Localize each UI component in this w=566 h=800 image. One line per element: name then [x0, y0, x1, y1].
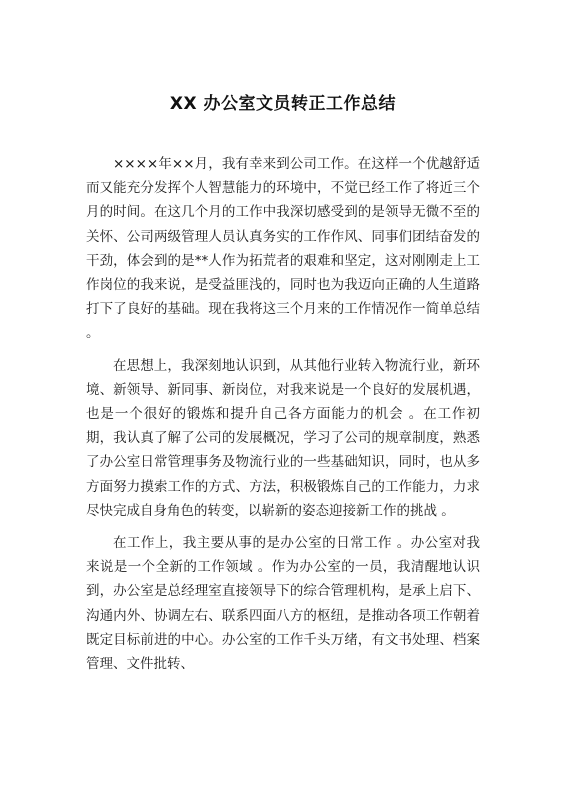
document-body [86, 152, 480, 684]
paragraph-2: 在思想上，我深刻地认识到，从其他行业转入物流行业，新环境、新领导、新同事、新岗位，对我来说是一个良好的发展机遇，也是一个很好的锻炼和提升自己各方面能力的机会 。在工作初期，我认真了解了公司的发展概况，学习了公司的规章制度，熟悉了办公室日常管理事务及物流行业的一些基础知识，同时，也从多方面努力摸索工作的方式、方法，积极锻炼自己的工作能力，力求尽快完成自身角色的转变，以崭新的姿态迎接新工作的挑战 。 [86, 357, 480, 519]
paragraph-1: ××××年××月，我有幸来到公司工作。在这样一个优越舒适而又能充分发挥个人智慧能力的环境中，不觉已经工作了将近三个月的时间。在这几个月的工作中我深切感受到的是领导无微不至的关怀、公司两级管理人员认真务实的工作作风、同事们团结奋发的干劲，体会到的是**人作为拓荒者的艰难和坚定，这对刚刚走上工作岗位的我来说，是受益匪浅的，同时也为我迈向正确的人生道路打下了良好的基础。现在我将这三个月来的工作情况作一简单总结 。 [86, 156, 480, 342]
document-title: XX 办公室文员转正工作总结 [169, 94, 397, 114]
paragraph-3: 在工作上，我主要从事的是办公室的日常工作 。办公室对我来说是一个全新的工作领域 。作为办公室的一员，我清醒地认识到，办公室是总经理室直接领导下的综合管理机构，是承上启下、沟通内外、协调左右、联系四面八方的枢纽，是推动各项工作朝着既定目标前进的中心。办公室的工作千头万绪，有文书处理、档案管理、文件批转、 [86, 535, 480, 673]
